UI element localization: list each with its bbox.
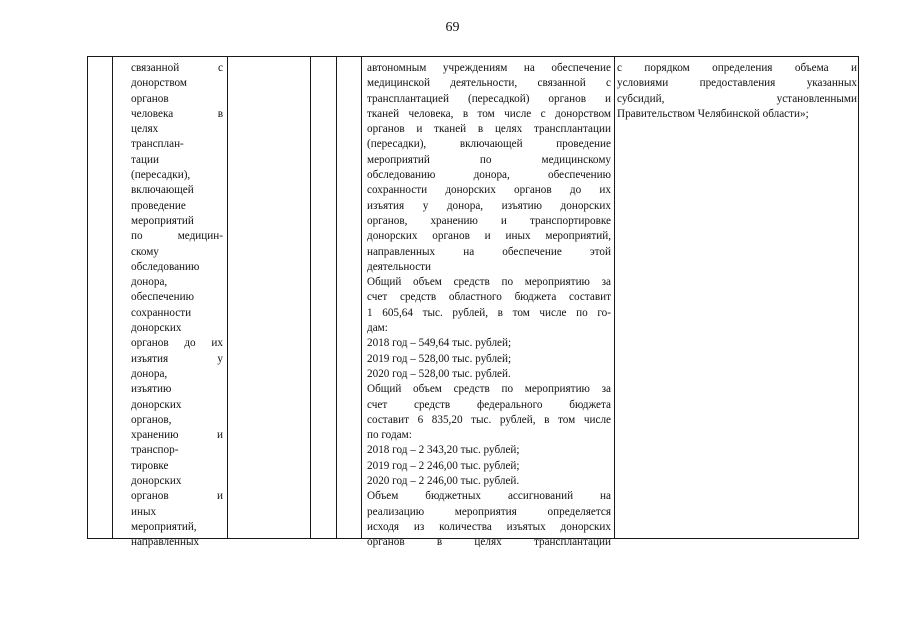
event-name-line: донорских: [131, 322, 182, 335]
event-description-line: составит 6 835,20 тыс. рублей, в том числе: [367, 413, 611, 426]
event-description-line: направленных на обеспечение этой: [367, 245, 611, 258]
event-name-line: донорством: [131, 77, 187, 90]
event-description-line: 2020 год – 2 246,00 тыс. рублей.: [367, 475, 520, 488]
event-name-line: направленных: [131, 536, 200, 549]
event-description-line: органов и тканей в целях трансплантации: [367, 123, 611, 136]
event-description-line: 2019 год – 2 246,00 тыс. рублей;: [367, 459, 520, 472]
page-number: 69: [445, 20, 460, 35]
event-name-line: целях: [131, 123, 159, 136]
event-description-line: (пересадки), включающей проведение: [367, 138, 611, 151]
event-name-line: донорских: [131, 398, 182, 411]
column-divider: [310, 57, 311, 538]
event-description-line: органов в целях трансплантации: [367, 536, 611, 549]
note-cell: [617, 61, 857, 122]
event-name-line: скому: [131, 245, 159, 258]
event-name-line: иных: [131, 505, 157, 518]
program-table: [87, 56, 859, 549]
event-description-line: реализацию мероприятия определяется: [367, 505, 611, 518]
column-divider: [227, 57, 228, 538]
event-name-line: органов до их: [131, 337, 223, 350]
event-description-cell: [367, 61, 611, 551]
note-line: Правительством Челябинской области»;: [617, 107, 809, 120]
event-name-line: (пересадки),: [131, 169, 191, 182]
event-name-line: донора,: [131, 276, 168, 289]
event-name-line: органов: [131, 92, 169, 105]
event-description-line: 2018 год – 549,64 тыс. рублей;: [367, 337, 512, 350]
event-description-line: счет средств областного бюджета составит: [367, 291, 611, 304]
event-description-line: изъятия у донора, изъятию донорских: [367, 199, 611, 212]
event-name-cell: [131, 61, 223, 551]
event-description-line: медицинской деятельности, связанной с: [367, 77, 611, 90]
event-description-line: Объем бюджетных ассигнований на: [367, 490, 611, 503]
event-description-line: сохранности донорских органов до их: [367, 184, 611, 197]
column-divider: [112, 57, 113, 538]
event-description-line: Общий объем средств по мероприятию за: [367, 383, 611, 396]
event-name-line: обеспечению: [131, 291, 194, 304]
event-description-line: органов, хранению и транспортировке: [367, 214, 611, 227]
event-name-line: включающей: [131, 184, 194, 197]
event-name-line: мероприятий: [131, 214, 194, 227]
event-description-line: обследованию донора, обеспечению: [367, 169, 611, 182]
event-description-line: донорских органов и иных мероприятий,: [367, 230, 611, 243]
event-description-line: дам:: [367, 322, 388, 335]
event-name-line: органов,: [131, 413, 172, 426]
column-divider: [361, 57, 362, 538]
event-description-line: трансплантацией (пересадкой) органов и: [367, 92, 611, 105]
event-name-line: хранению и: [131, 429, 223, 442]
column-divider: [614, 57, 615, 538]
event-description-line: 1 605,64 тыс. рублей, в том числе по го-: [367, 306, 611, 319]
event-description-line: 2019 год – 528,00 тыс. рублей;: [367, 352, 512, 365]
event-name-line: человека в: [131, 107, 223, 120]
event-name-line: органов и: [131, 490, 223, 503]
event-name-line: обследованию: [131, 260, 200, 273]
event-name-line: по медицин-: [131, 230, 223, 243]
event-name-line: связанной с: [131, 62, 223, 74]
note-line: условиями предоставления указанных: [617, 77, 857, 90]
event-name-line: изъятия у: [131, 352, 223, 365]
note-line: с порядком определения объема и: [617, 62, 857, 74]
event-description-line: 2018 год – 2 343,20 тыс. рублей;: [367, 444, 520, 457]
event-description-line: счет средств федерального бюджета: [367, 398, 611, 411]
event-description-line: 2020 год – 528,00 тыс. рублей.: [367, 367, 511, 380]
column-divider: [336, 57, 337, 538]
event-name-line: транспор-: [131, 444, 179, 457]
event-description-line: исходя из количества изъятых донорских: [367, 520, 611, 533]
event-description-line: по годам:: [367, 429, 412, 442]
event-description-line: деятельности: [367, 260, 432, 273]
event-name-line: трансплан-: [131, 138, 184, 151]
event-name-line: донора,: [131, 367, 168, 380]
event-name-line: сохранности: [131, 306, 192, 319]
event-description-line: мероприятий по медицинскому: [367, 153, 611, 166]
event-name-line: тации: [131, 153, 159, 166]
event-name-line: проведение: [131, 199, 186, 212]
event-name-line: тировке: [131, 459, 169, 472]
event-description-line: автономным учреждениям на обеспечение: [367, 62, 611, 74]
event-name-line: изъятию: [131, 383, 172, 396]
event-name-line: мероприятий,: [131, 520, 197, 533]
event-description-line: тканей человека, в том числе с донорством: [367, 107, 611, 120]
event-description-line: Общий объем средств по мероприятию за: [367, 276, 611, 289]
note-line: субсидий, установленными: [617, 92, 857, 105]
event-name-line: донорских: [131, 475, 182, 488]
